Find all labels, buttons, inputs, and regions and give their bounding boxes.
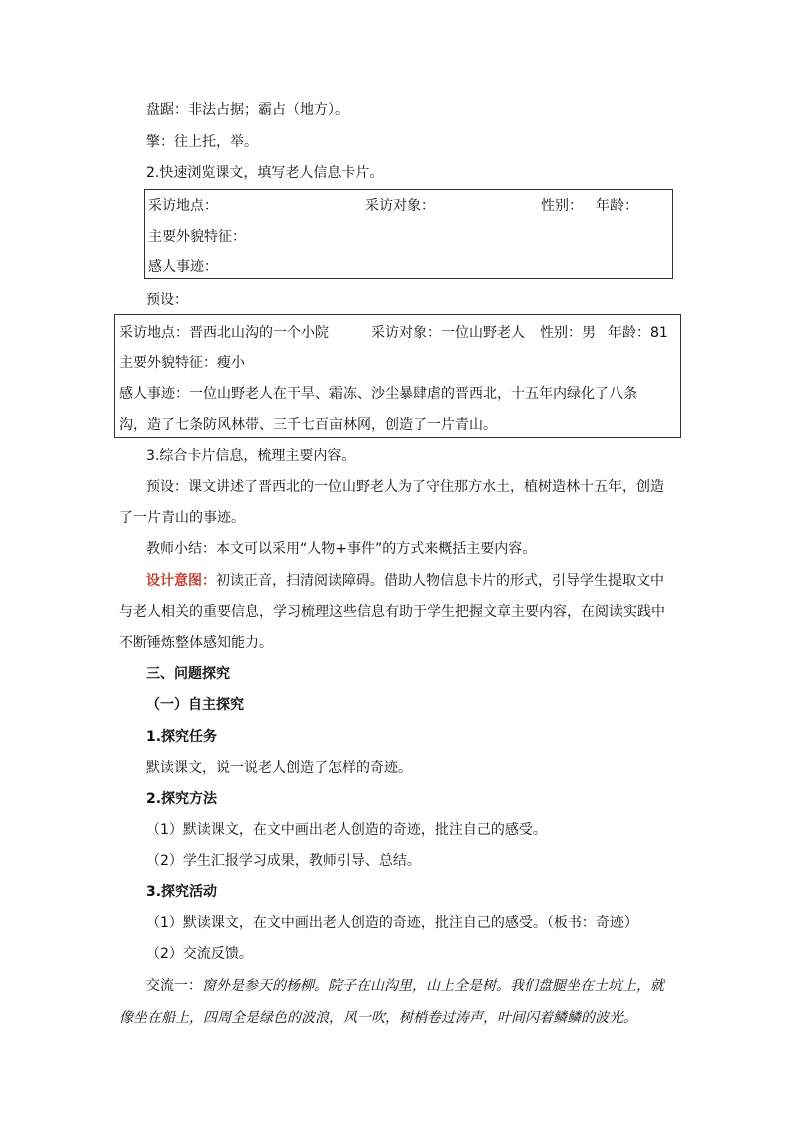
task3-heading: 3.综合卡片信息，梳理主要内容。 [146, 448, 356, 464]
task-title: 1.探究任务 [146, 729, 218, 745]
exchange-line1 [146, 976, 664, 996]
exchange-quote-part1: 窗外是参天的杨柳。院子在山沟里，山上全是树。我们盘腿坐在土坑上，就 [202, 978, 664, 994]
method-title: 2.探究方法 [146, 791, 218, 807]
design-intent-line2: 与老人相关的重要信息，学习梳理这些信息有助于学生把握文章主要内容，在阅读实践中 [119, 604, 665, 620]
teacher-summary: 教师小结：本文可以采用“人物+事件”的方式来概括主要内容。 [146, 541, 537, 557]
info-card-answer [114, 314, 681, 438]
method-item-1: （1）默读课文，在文中画出老人创造的奇迹，批注自己的感受。 [146, 822, 547, 838]
activity-title: 3.探究活动 [146, 884, 218, 900]
section3-title: 三、问题探究 [146, 666, 230, 682]
design-intent-text: 初读正音，扫清阅读障碍。借助人物信息卡片的形式，引导学生提取文中 [216, 573, 664, 589]
card-deeds-label: 感人事迹： [148, 259, 218, 275]
vocab-qing: 擎：往上托，举。 [146, 134, 258, 150]
activity-item-2: （2）交流反馈。 [146, 946, 253, 962]
design-intent-label: 设计意图： [146, 573, 216, 589]
card-subject-label: 采访对象： [365, 198, 435, 214]
preset-label: 预设： [146, 292, 188, 308]
activity-item-1: （1）默读课文，在文中画出老人创造的奇迹，批注自己的感受。（板书：奇迹） [146, 915, 638, 931]
answer-age: 年龄：81 [608, 325, 668, 341]
design-intent-line3: 不断锤炼整体感知能力。 [119, 635, 273, 651]
vocab-panju: 盘踞：非法占据；霸占（地方）。 [146, 102, 349, 118]
task2-heading: 2.快速浏览课文，填写老人信息卡片。 [146, 165, 384, 181]
design-intent-line1 [146, 571, 664, 591]
answer-subject: 采访对象：一位山野老人 [371, 325, 525, 341]
task3-preset-line2: 了一片青山的事迹。 [119, 510, 245, 526]
task3-preset-line1: 预设：课文讲述了晋西北的一位山野老人为了守住那方水土，植树造林十五年，创造 [146, 479, 664, 495]
card-appearance-label: 主要外貌特征： [148, 229, 246, 245]
card-gender-label: 性别： [541, 198, 583, 214]
task-text: 默读课文，说一说老人创造了怎样的奇迹。 [146, 760, 412, 776]
card-age-label: 年龄： [596, 198, 638, 214]
answer-appearance: 主要外貌特征：瘦小 [119, 355, 245, 371]
card-location-label: 采访地点： [148, 198, 218, 214]
exchange-label: 交流一： [146, 978, 202, 994]
exchange-line2: 像坐在船上，四周全是绿色的波浪，风一吹，树梢卷过涛声，叶间闪着鳞鳞的波光。 [119, 1010, 637, 1026]
section3-subtitle: （一）自主探究 [146, 697, 244, 713]
info-card-blank [144, 189, 673, 279]
answer-location: 采访地点：晋西北山沟的一个小院 [119, 325, 329, 341]
answer-gender: 性别：男 [540, 325, 596, 341]
method-item-2: （2）学生汇报学习成果，教师引导、总结。 [146, 853, 421, 869]
answer-deeds-line2: 沟，造了七条防风林带、三千七百亩林网，创造了一片青山。 [119, 417, 497, 433]
answer-deeds-line1: 感人事迹：一位山野老人在干旱、霜冻、沙尘暴肆虐的晋西北，十五年内绿化了八条 [119, 386, 637, 402]
